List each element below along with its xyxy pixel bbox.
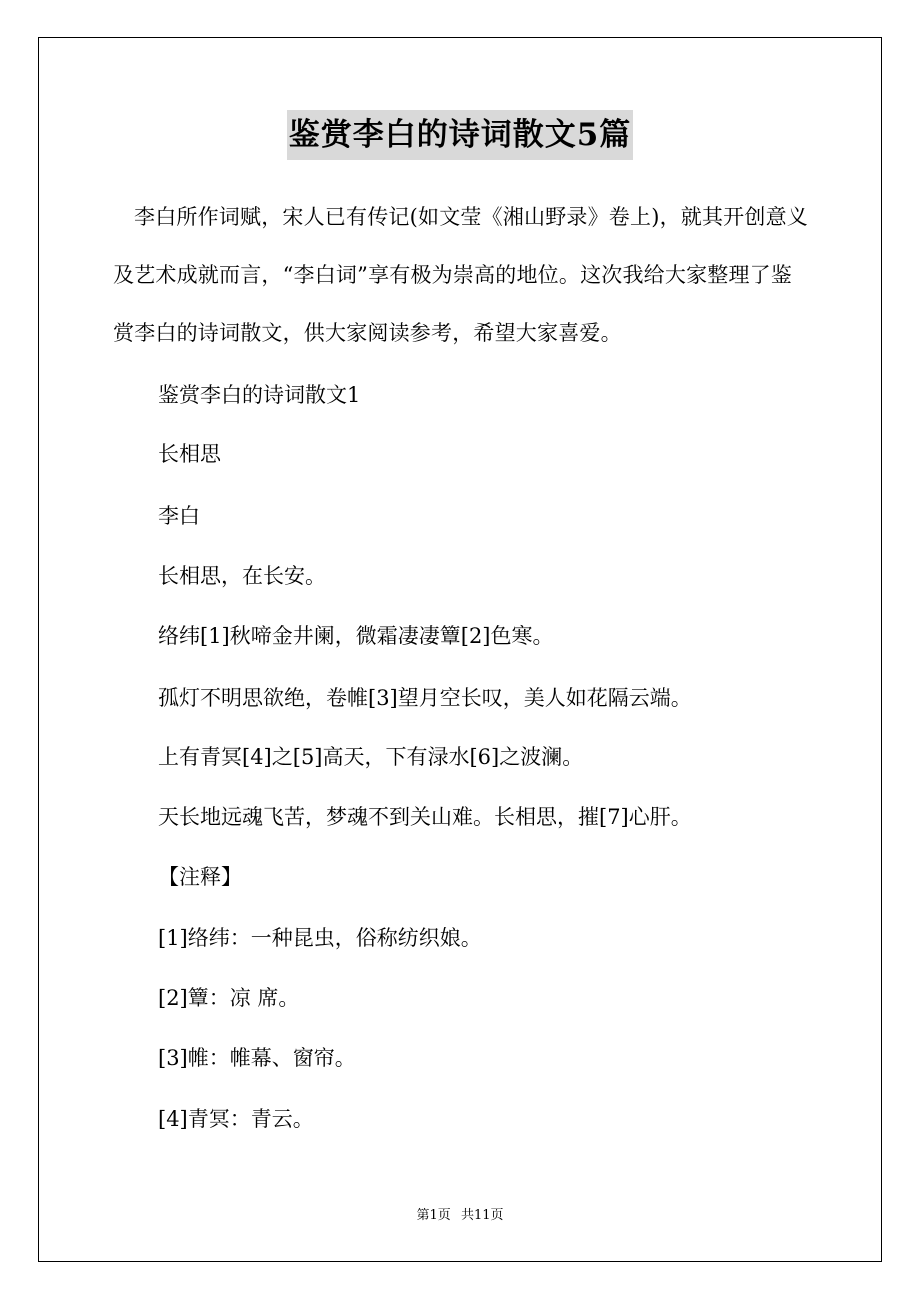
document-title: 鉴赏李白的诗词散文5篇 xyxy=(287,110,634,160)
notes-heading: 【注释】 xyxy=(158,865,242,889)
section-heading: 鉴赏李白的诗词散文1 xyxy=(158,383,361,407)
note-item: [4]青冥：青云。 xyxy=(158,1107,314,1131)
poem-title: 长相思 xyxy=(158,442,221,466)
page-number: 第1页 xyxy=(416,1208,451,1223)
note-item: [2]簟：凉 席。 xyxy=(158,986,300,1010)
poem-line: 络纬[1]秋啼金井阑，微霜凄凄簟[2]色寒。 xyxy=(158,624,554,648)
title-container xyxy=(0,110,920,160)
poem-line: 上有青冥[4]之[5]高天，下有渌水[6]之波澜。 xyxy=(158,745,584,769)
poem-line: 天长地远魂飞苦，梦魂不到关山难。长相思，摧[7]心肝。 xyxy=(158,805,692,829)
poem-line: 孤灯不明思欲绝，卷帷[3]望月空长叹，美人如花隔云端。 xyxy=(158,686,692,710)
page-total: 共11页 xyxy=(460,1208,504,1223)
poem-author: 李白 xyxy=(158,504,200,528)
page-footer xyxy=(0,1206,920,1226)
note-item: [3]帷：帷幕、窗帘。 xyxy=(158,1046,356,1070)
note-item: [1]络纬：一种昆虫，俗称纺织娘。 xyxy=(158,926,482,950)
intro-paragraph: 李白所作词赋，宋人已有传记(如文莹《湘山野录》卷上)，就其开创意义及艺术成就而言，“李白词”享有极为崇高的地位。这次我给大家整理了鉴赏李白的诗词散文，供大家阅读参考，希望大家喜爱。 xyxy=(113,205,808,345)
poem-line: 长相思，在长安。 xyxy=(158,564,326,588)
